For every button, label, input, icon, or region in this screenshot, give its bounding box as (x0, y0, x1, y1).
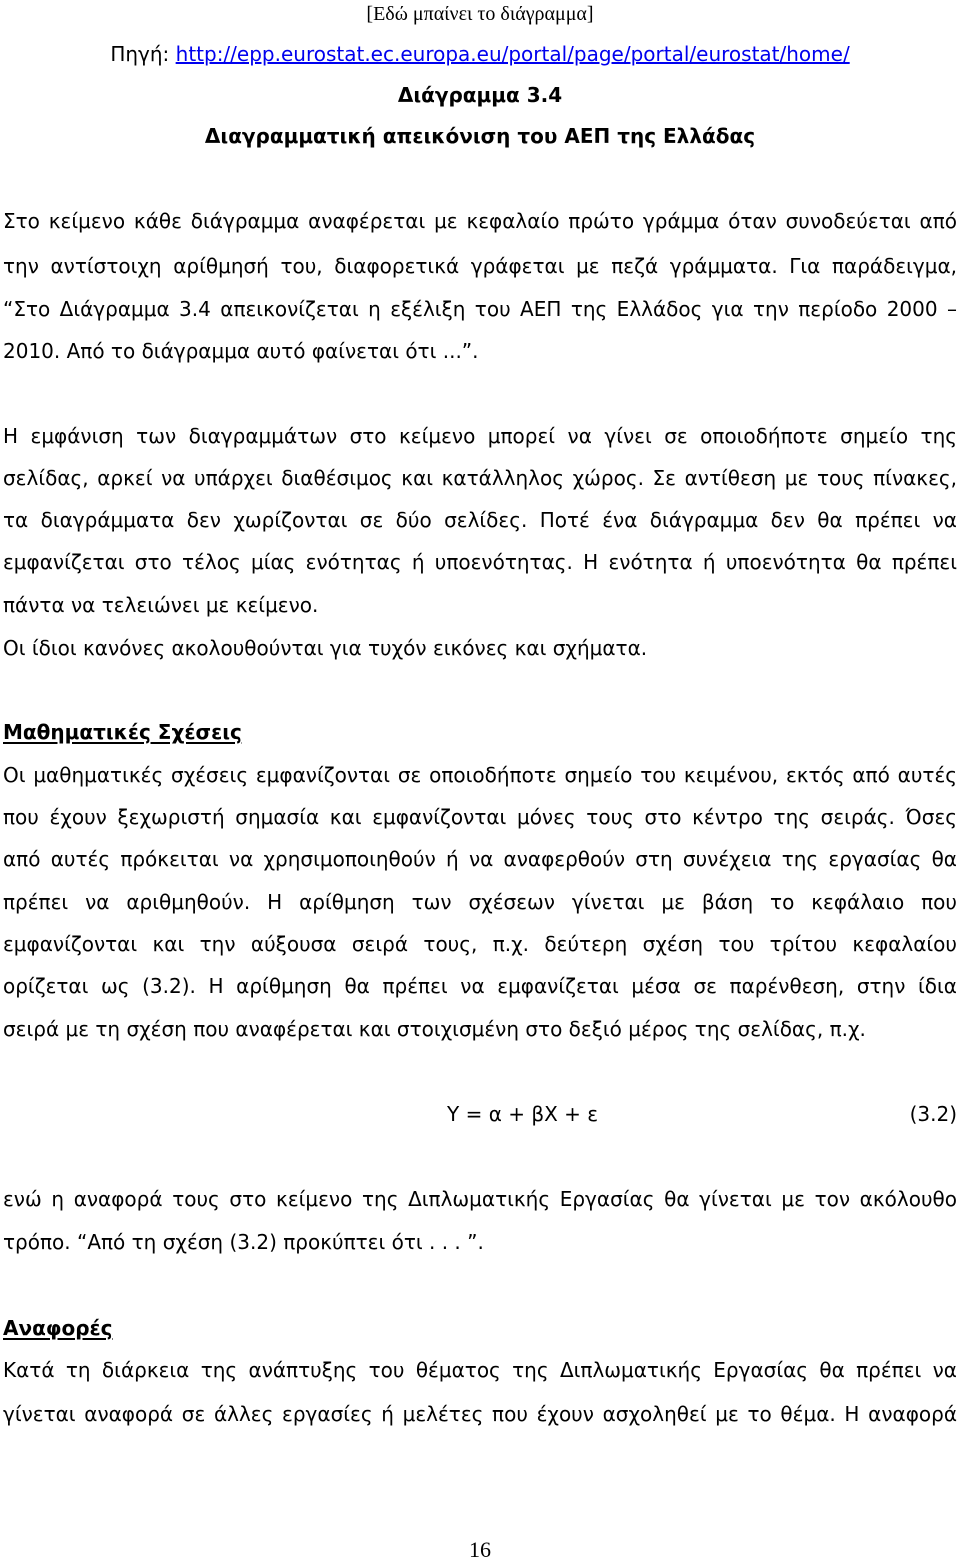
paragraph-line: “Στο Διάγραμμα 3.4 απεικονίζεται η εξέλιξη του ΑΕΠ της Ελλάδος για την περίοδο 2000 – (3, 297, 957, 321)
figure-title: Διαγραμματική απεικόνιση του ΑΕΠ της Ελλάδας (204, 124, 756, 148)
paragraph-line: Στο κείμενο κάθε διάγραμμα αναφέρεται με κεφαλαίο πρώτο γράμμα όταν συνοδεύεται από (3, 209, 957, 233)
figure-number: Διάγραμμα 3.4 (397, 83, 563, 107)
diagram-placeholder: [Εδώ μπαίνει το διάγραμμα] (366, 3, 594, 25)
section-heading-references: Αναφορές (3, 1316, 113, 1340)
section-heading-math: Μαθηματικές Σχέσεις (3, 720, 242, 744)
paragraph-line: ενώ η αναφορά τους στο κείμενο της Διπλωματικής Εργασίας θα γίνεται με τον ακόλουθο (3, 1187, 957, 1211)
paragraph-line: πρέπει να αριθμηθούν. Η αρίθμηση των σχέσεων γίνεται με βάση το κεφάλαιο που (3, 890, 957, 914)
equation-number: (3.2) (909, 1102, 957, 1126)
paragraph-line: ορίζεται ως (3.2). Η αρίθμηση θα πρέπει να εμφανίζεται μέσα σε παρένθεση, στην ίδια (3, 974, 957, 998)
paragraph-line: Κατά τη διάρκεια της ανάπτυξης του θέματος της Διπλωματικής Εργασίας θα πρέπει να (3, 1358, 957, 1382)
paragraph-line: που έχουν ξεχωριστή σημασία και εμφανίζονται μόνες τους στο κέντρο της σειράς. Όσες (3, 805, 957, 829)
paragraph-line: πάντα να τελειώνει με κείμενο. (3, 593, 319, 617)
paragraph-line: Η εμφάνιση των διαγραμμάτων στο κείμενο μπορεί να γίνει σε οποιοδήποτε σημείο της (3, 424, 957, 448)
paragraph-line: σειρά με τη σχέση που αναφέρεται και στοιχισμένη στο δεξιό μέρος της σελίδας, π.χ. (3, 1017, 866, 1041)
paragraph-line: σελίδας, αρκεί να υπάρχει διαθέσιμος και κατάλληλος χώρος. Σε αντίθεση με τους πίνακες, (3, 466, 957, 490)
page-number: 16 (469, 1537, 491, 1562)
source-link[interactable]: http://epp.eurostat.ec.europa.eu/portal/page/portal/eurostat/home/ (175, 42, 850, 66)
paragraph-line: την αντίστοιχη αρίθμησή του, διαφορετικά γράφεται με πεζά γράμματα. Για παράδειγμα, (3, 254, 957, 278)
paragraph-line: από αυτές πρόκειται να χρησιμοποιηθούν ή να αναφερθούν στη συνέχεια της εργασίας θα (3, 847, 957, 871)
paragraph-line: Οι ίδιοι κανόνες ακολουθούνται για τυχόν εικόνες και σχήματα. (3, 636, 648, 660)
equation: Υ = α + βΧ + ε (447, 1102, 599, 1126)
paragraph-line: εμφανίζονται και την αύξουσα σειρά τους, π.χ. δεύτερη σχέση του τρίτου κεφαλαίου (3, 932, 957, 956)
source-prefix: Πηγή: (110, 42, 176, 66)
paragraph-line: 2010. Από το διάγραμμα αυτό φαίνεται ότι ...”. (3, 339, 479, 363)
source-line (0, 42, 960, 66)
paragraph-line: τα διαγράμματα δεν χωρίζονται σε δύο σελίδες. Ποτέ ένα διάγραμμα δεν θα πρέπει να (3, 508, 957, 532)
paragraph-line: Οι μαθηματικές σχέσεις εμφανίζονται σε οποιοδήποτε σημείο του κειμένου, εκτός από αυτές (3, 763, 957, 787)
paragraph-line: εμφανίζεται στο τέλος μίας ενότητας ή υποενότητας. Η ενότητα ή υποενότητα θα πρέπει (3, 550, 957, 574)
paragraph-line: γίνεται αναφορά σε άλλες εργασίες ή μελέτες που έχουν ασχοληθεί με το θέμα. Η αναφορά (3, 1402, 957, 1426)
paragraph-line: τρόπο. “Από τη σχέση (3.2) προκύπτει ότι . . . ”. (3, 1230, 484, 1254)
